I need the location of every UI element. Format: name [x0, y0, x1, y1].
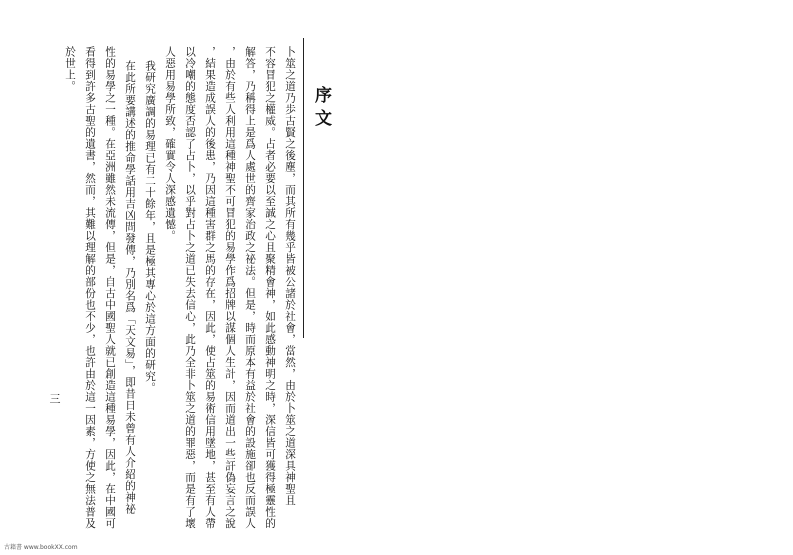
text-column: ，由於有些人利用這種神聖不可冒犯的易學作爲招牌以謀個人生計，因而道出一些訐偽妄言之說: [224, 46, 236, 529]
page-title: 序文: [311, 86, 331, 132]
title-divider: [303, 38, 304, 338]
text-column: 以冷嘲的態度否認了占卜，以乎對占卜之道已失去信心，此乃全非卜筮之道的罪惡，而是有了壞: [184, 46, 196, 529]
text-column: 於世上。: [64, 46, 76, 92]
footer-watermark: 古籍書 www.bookXX.com: [4, 544, 78, 551]
text-column: 性的易學之一種。在亞洲雖然未流傳，但是，自古中國聖人就已創造這種易學，因此，在中國可: [104, 46, 116, 529]
text-column: 我研究廣調的易理已有二十餘年，且是極其專心於這方面的研究。: [144, 60, 156, 394]
text-column: 卜筮之道乃歩古賢之後塵，而其所有幾乎皆被公諸於社會，當然，由於卜筮之道深具神聖且: [284, 46, 296, 506]
text-column: 解答，乃稱得上是爲人處世的齊家治政之祕法。但是，時而原本有益於社會的設施卻也反而誤人: [244, 46, 256, 529]
text-column: 看得到許多古聖的遺書，然而，其難以理解的部份也不少，也許由於這一因素，方使之無法普及: [84, 46, 96, 529]
page-number: 三: [48, 393, 61, 404]
text-column: ，結果造成誤人的後患，乃因這種害群之馬的存在，因此，使占筮的易術信用墜地，甚至有人帶: [204, 46, 216, 529]
text-column: 不容冒犯之權威。占者必要以至誠之心且聚精會神，如此感動神明之時，深信皆可獲得極靈性的: [264, 46, 276, 529]
text-column: 人惡用易學所致，確實令人深感遺憾。: [164, 46, 176, 242]
text-column: 在此所要講述的推命學話用吉凶問發傳，乃別名爲「天文易」，即昔日未曾有人介紹的神祕: [124, 60, 136, 515]
